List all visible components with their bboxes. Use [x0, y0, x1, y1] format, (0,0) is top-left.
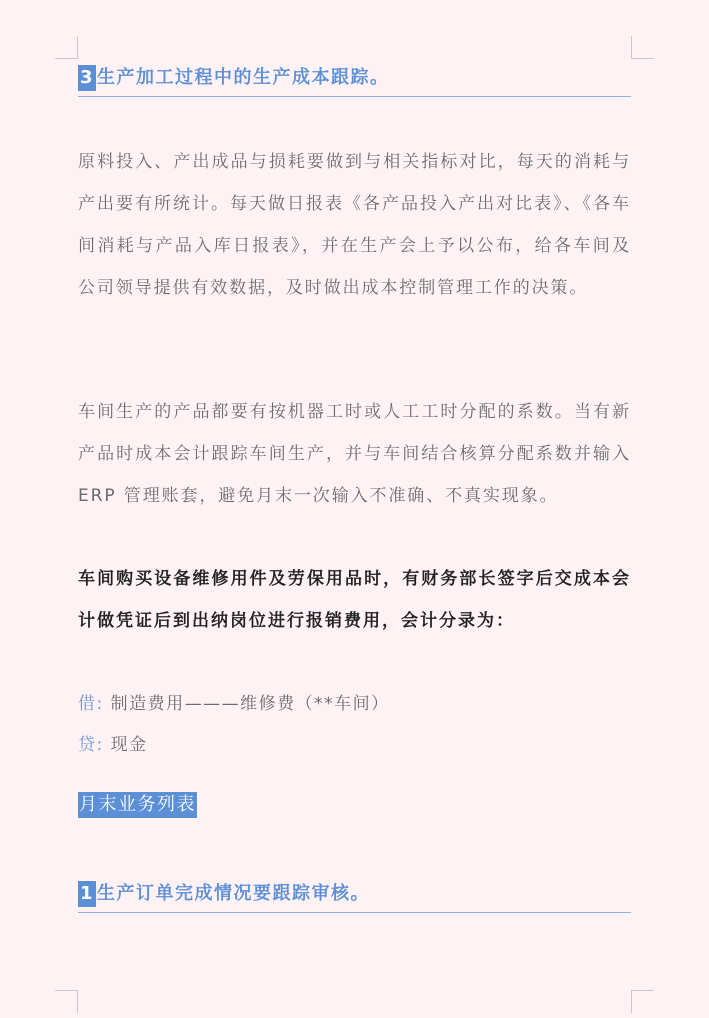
section-heading-1 — [78, 881, 631, 913]
paragraph-purchase-reimbursement: 车间购买设备维修用件及劳保用品时，有财务部长签字后交成本会计做凭证后到出纳岗位进行报销费用，会计分录为： — [78, 569, 631, 631]
debit-key: 借: — [78, 694, 104, 714]
section-title: 生产订单完成情况要跟踪审核。 — [97, 883, 371, 904]
section-number: 1 — [78, 881, 96, 907]
crop-mark-bottom-left — [55, 990, 78, 1013]
paragraph-allocation-coefficient: 车间生产的产品都要有按机器工时或人工工时分配的系数。当有新产品时成本会计跟踪车间生产，并与车间结合核算分配系数并输入 ERP 管理账套，避免月末一次输入不准确、不真实现象。 — [78, 402, 631, 506]
credit-value: 现金 — [110, 735, 148, 755]
section-number: 3 — [78, 65, 96, 91]
crop-mark-bottom-right — [631, 990, 654, 1013]
journal-entry-debit — [78, 692, 390, 716]
section-title: 生产加工过程中的生产成本跟踪。 — [97, 67, 390, 88]
month-end-list-label: 月末业务列表 — [78, 792, 197, 818]
section-heading-3 — [78, 65, 631, 97]
crop-mark-top-right — [631, 36, 654, 59]
paragraph-cost-comparison: 原料投入、产出成品与损耗要做到与相关指标对比，每天的消耗与产出要有所统计。每天做日报表《各产品投入产出对比表》、《各车间消耗与产品入库日报表》，并在生产会上予以公布，给各车间及公司领导提供有效数据，及时做出成本控制管理工作的决策。 — [78, 152, 631, 298]
crop-mark-top-left — [55, 36, 78, 59]
credit-key: 贷: — [78, 735, 104, 755]
debit-value: 制造费用———维修费（**车间） — [110, 694, 390, 714]
journal-entry-credit — [78, 733, 148, 757]
